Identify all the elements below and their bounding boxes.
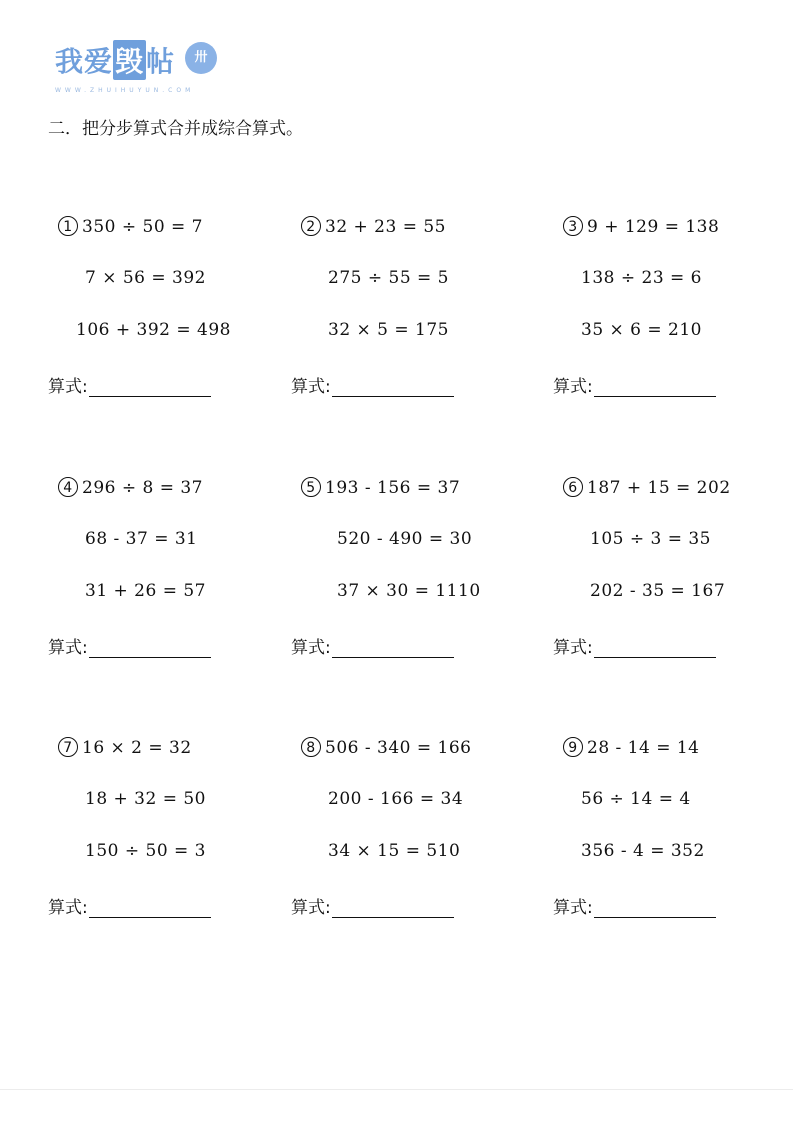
problem-number-badge: 9	[563, 737, 583, 757]
problem-step	[85, 581, 206, 601]
page-divider	[0, 1089, 793, 1090]
problem-step	[328, 841, 460, 861]
problem-step	[301, 737, 471, 758]
problem-step	[85, 841, 206, 861]
answer-line	[48, 372, 211, 397]
answer-blank[interactable]	[89, 641, 211, 658]
equation-text: 138 ÷ 23 = 6	[581, 268, 702, 288]
equation-text: 187 + 15 = 202	[587, 478, 731, 498]
answer-blank[interactable]	[89, 380, 211, 397]
answer-blank[interactable]	[332, 641, 454, 658]
equation-text: 150 ÷ 50 = 3	[85, 841, 206, 861]
answer-label: 算式:	[553, 377, 593, 397]
problem-step	[301, 477, 460, 498]
answer-line	[291, 372, 454, 397]
answer-line	[291, 633, 454, 658]
problem-number-badge: 3	[563, 216, 583, 236]
logo-text-part1: 我爱	[55, 45, 114, 78]
equation-text: 7 × 56 = 392	[85, 268, 206, 288]
problem-step	[581, 841, 705, 861]
problem-step	[58, 216, 203, 237]
equation-text: 200 - 166 = 34	[328, 789, 464, 809]
answer-label: 算式:	[291, 377, 331, 397]
problem-5	[291, 477, 526, 677]
logo-text-part2: 毁	[113, 40, 146, 80]
problem-step	[58, 737, 192, 758]
equation-text: 34 × 15 = 510	[328, 841, 461, 861]
answer-blank[interactable]	[594, 641, 716, 658]
problem-4	[48, 477, 283, 677]
equation-text: 106 + 392 = 498	[76, 320, 231, 340]
equation-text: 105 ÷ 3 = 35	[590, 529, 711, 549]
answer-blank[interactable]	[594, 380, 716, 397]
equation-text: 296 ÷ 8 = 37	[82, 478, 203, 498]
problem-number-badge: 1	[58, 216, 78, 236]
problem-step	[581, 320, 702, 340]
answer-line	[553, 633, 716, 658]
problem-9	[553, 737, 788, 937]
problem-6	[553, 477, 788, 677]
problem-step	[85, 789, 206, 809]
answer-label: 算式:	[553, 898, 593, 918]
equation-text: 28 - 14 = 14	[587, 738, 700, 758]
problem-step	[301, 216, 446, 237]
problem-step	[337, 581, 481, 601]
equation-text: 193 - 156 = 37	[325, 478, 461, 498]
problem-1	[48, 216, 283, 416]
section-title: 二．把分步算式合并成综合算式。	[48, 119, 303, 139]
answer-label: 算式:	[291, 638, 331, 658]
problem-step	[581, 789, 691, 809]
answer-label: 算式:	[291, 898, 331, 918]
logo-url: WWW.ZHUIHUYUN.COM	[55, 87, 195, 94]
answer-label: 算式:	[48, 377, 88, 397]
problem-step	[328, 268, 449, 288]
equation-text: 68 - 37 = 31	[85, 529, 198, 549]
equation-text: 9 + 129 = 138	[587, 217, 720, 237]
problem-step	[328, 320, 449, 340]
problem-step	[581, 268, 702, 288]
problem-step	[328, 789, 463, 809]
equation-text: 18 + 32 = 50	[85, 789, 206, 809]
answer-line	[291, 893, 454, 918]
answer-blank[interactable]	[332, 380, 454, 397]
problem-step	[590, 581, 725, 601]
problem-2	[291, 216, 526, 416]
answer-label: 算式:	[48, 898, 88, 918]
logo-bubble-icon: 卅	[185, 42, 217, 74]
answer-blank[interactable]	[594, 901, 716, 918]
problem-step	[76, 320, 231, 340]
equation-text: 56 ÷ 14 = 4	[581, 789, 691, 809]
problem-step	[85, 529, 198, 549]
problem-number-badge: 7	[58, 737, 78, 757]
equation-text: 506 - 340 = 166	[325, 738, 472, 758]
answer-line	[553, 893, 716, 918]
problem-step	[563, 477, 731, 498]
problem-step	[337, 529, 472, 549]
problem-number-badge: 5	[301, 477, 321, 497]
answer-line	[48, 893, 211, 918]
problem-8	[291, 737, 526, 937]
answer-label: 算式:	[553, 638, 593, 658]
problem-3	[553, 216, 788, 416]
answer-label: 算式:	[48, 638, 88, 658]
problem-step	[563, 216, 719, 237]
problem-step	[590, 529, 711, 549]
problem-step	[58, 477, 203, 498]
equation-text: 16 × 2 = 32	[82, 738, 192, 758]
problem-number-badge: 2	[301, 216, 321, 236]
equation-text: 520 - 490 = 30	[337, 529, 473, 549]
equation-text: 275 ÷ 55 = 5	[328, 268, 449, 288]
equation-text: 37 × 30 = 1110	[337, 581, 481, 601]
logo-text-part3: 帖	[146, 45, 176, 78]
equation-text: 202 - 35 = 167	[590, 581, 726, 601]
equation-text: 32 + 23 = 55	[325, 217, 446, 237]
problem-step	[563, 737, 700, 758]
site-logo	[55, 40, 230, 94]
equation-text: 35 × 6 = 210	[581, 320, 702, 340]
equation-text: 356 - 4 = 352	[581, 841, 705, 861]
problem-number-badge: 4	[58, 477, 78, 497]
equation-text: 350 ÷ 50 = 7	[82, 217, 203, 237]
problem-number-badge: 6	[563, 477, 583, 497]
answer-blank[interactable]	[332, 901, 454, 918]
logo-wordmark	[55, 40, 175, 80]
equation-text: 31 + 26 = 57	[85, 581, 206, 601]
answer-line	[48, 633, 211, 658]
problem-step	[85, 268, 206, 288]
answer-line	[553, 372, 716, 397]
problem-7	[48, 737, 283, 937]
problem-number-badge: 8	[301, 737, 321, 757]
equation-text: 32 × 5 = 175	[328, 320, 449, 340]
answer-blank[interactable]	[89, 901, 211, 918]
